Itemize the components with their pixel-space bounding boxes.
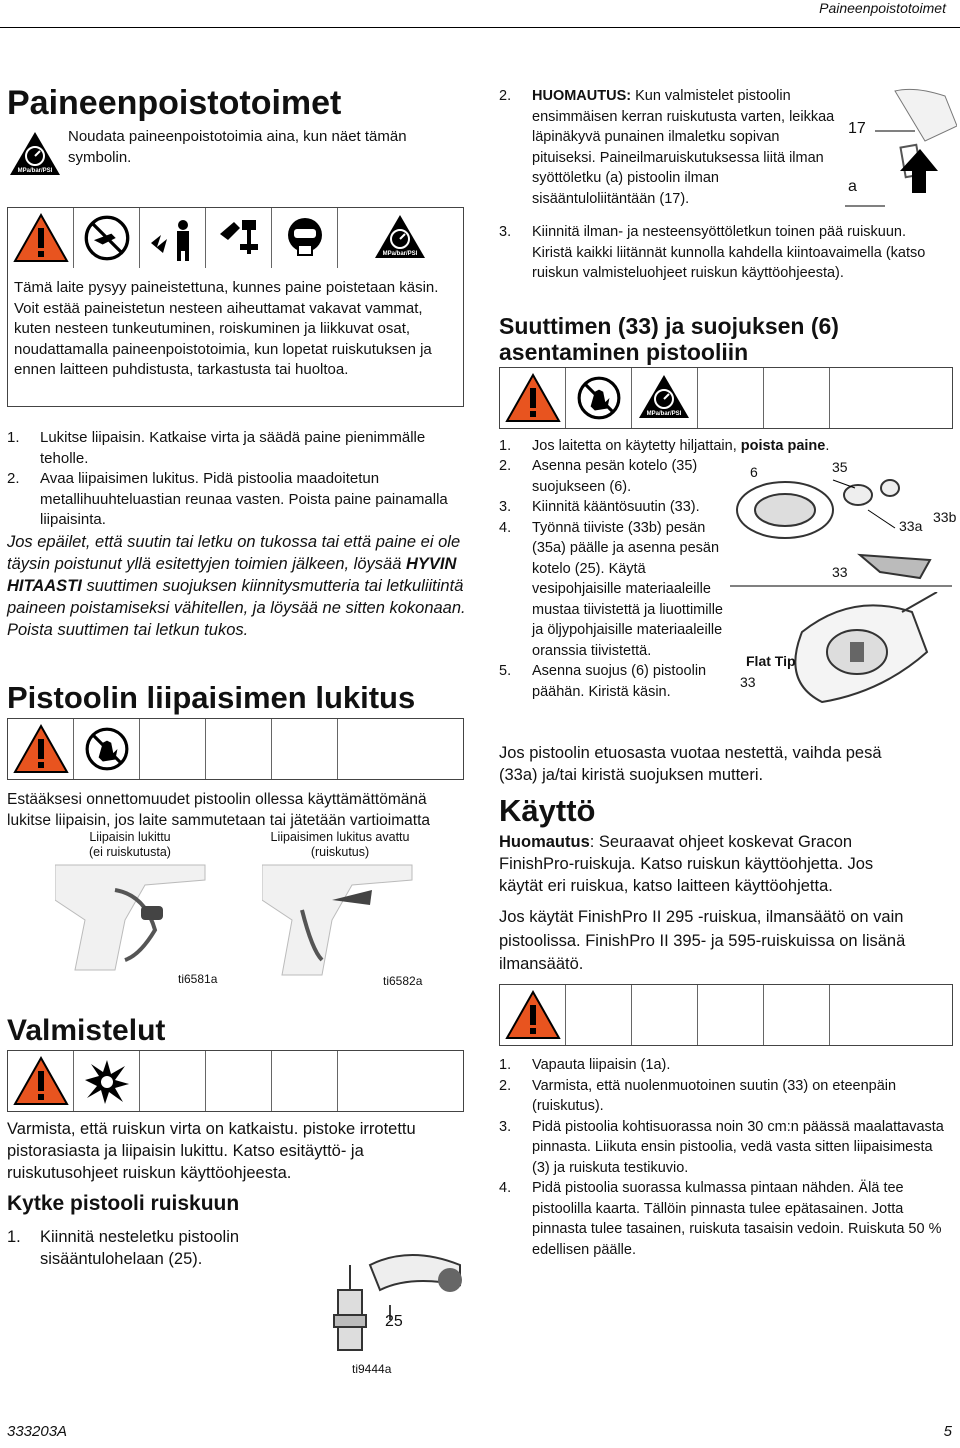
operation-title: Käyttö bbox=[499, 793, 596, 828]
list-item: 1. Lukitse liipaisin. Katkaise virta ja säädä paine pienimmälle teholle. bbox=[7, 429, 426, 467]
warning-icon-row bbox=[8, 208, 463, 268]
trigger-lock-title: Pistoolin liipaisimen lukitus bbox=[7, 680, 416, 715]
moving-parts-icon bbox=[206, 208, 272, 268]
label-33-flat: 33 bbox=[740, 674, 756, 690]
list-item: 1. Vapauta liipaisin (1a). bbox=[499, 1057, 671, 1073]
finishpro-note: Jos käytät FinishPro II 295 -ruiskua, ilmansäätö on vain pistoolissa. FinishPro II 395- ja 595-ruiskuissa on lisänä ilmansäätö. bbox=[499, 908, 906, 973]
clog-note: Jos epäilet, että suutin tai letku on tukossa tai että paine ei ole täysin poistunut yllä esitettyjen toimien jälkeen, löysää HYVIN HITAASTI suuttimen suojuksen kiinnitysmutteria tai letkuliitintä paineen poistamiseksi vähitellen, ja löysää ne sitten kokonaan. Poista suuttimen tai letkun tukos. bbox=[7, 533, 466, 639]
tip-guard-step-1 bbox=[499, 436, 919, 457]
trigger-lock-text: Estääksesi onnettomuudet pistoolin ollessa käyttämättömänä lukitse liipaisin, jos laite sammutetaan tai jätetään vartioimatta bbox=[7, 791, 431, 829]
list-item: 1. Jos laitetta on käytetty hiljattain, poista paine. bbox=[499, 438, 830, 454]
fig-code-locked: ti6581a bbox=[178, 972, 218, 986]
list-item: 2. Varmista, että nuolenmuotoinen suutin (33) on eteenpäin (ruiskutus). bbox=[499, 1077, 897, 1114]
page-number: 5 bbox=[943, 1423, 952, 1440]
empty-cell bbox=[338, 1051, 463, 1111]
running-header: Paineenpoistotoimet bbox=[819, 0, 946, 16]
no-spray-injection-icon bbox=[74, 208, 140, 268]
list-item: 3. Kiinnitä kääntösuutin (33). bbox=[499, 499, 700, 515]
label-6: 6 bbox=[750, 464, 758, 480]
leak-note: Jos pistoolin etuosasta vuotaa nestettä, vaihda pesä (33a) ja/tai kiristä suojuksen mutteri. bbox=[499, 744, 882, 784]
pressure-relief-symbol-icon bbox=[9, 130, 63, 185]
pressure-relief-intro: Noudata paineenpoistotoimia aina, kun näet tämän symbolin. bbox=[68, 128, 407, 166]
protective-equipment-icon bbox=[272, 208, 338, 268]
label-17: 17 bbox=[848, 120, 866, 137]
empty-cell bbox=[632, 985, 698, 1045]
list-item: 2. HUOMAUTUS: Kun valmistelet pistoolin ensimmäisen kerran ruiskutusta varten, leikkaa läpinäkyvä punainen ilmaletku sopivan pituiseksi. Paineilmaruiskutuksessa liitä ilman syöttöletku (a) pistoolin ilman sisääntuloliitäntään (17). bbox=[499, 88, 835, 207]
pressure-relief-steps bbox=[7, 428, 467, 531]
empty-cell bbox=[272, 719, 338, 779]
preparation-title: Valmistelut bbox=[7, 1014, 166, 1047]
warning-triangle-icon bbox=[500, 985, 566, 1045]
doc-number: 333203A bbox=[7, 1423, 68, 1440]
warning-triangle-icon bbox=[500, 368, 566, 428]
list-item: 4. Pidä pistoolia suorassa kulmassa pintaan nähden. Älä tee pistoolilla kaarta. Tällöin pinnasta tulee epätasainen. Jotta pinnasta tulee tasainen, ruiskuta tasaisin vedoin. Ruiskuta 50 % edellisen päälle. bbox=[499, 1180, 942, 1258]
air-hose-illustration bbox=[845, 86, 957, 216]
empty-cell bbox=[140, 1051, 206, 1111]
fitting-label-25: 25 bbox=[385, 1313, 403, 1330]
empty-cell bbox=[698, 368, 764, 428]
fig-code-unlocked: ti6582a bbox=[383, 974, 423, 988]
page-title: Paineenpoistotoimet bbox=[7, 84, 342, 122]
label-a: a bbox=[848, 178, 857, 195]
list-item: 3. Pidä pistoolia kohtisuorassa noin 30 cm:n päässä maalattavasta pinnasta. Liikuta ensin pistoolia, vedä vasta sitten liipaisimesta (3) ja ruiskuta testikuvio. bbox=[499, 1118, 944, 1176]
operation-note: Huomautus: Seuraavat ohjeet koskevat Gracon FinishPro-ruiskuja. Katso ruiskun käyttöohjetta. Jos käytät eri ruiskua, katso laitteen käyttöohjetta. bbox=[499, 833, 874, 895]
empty-cell bbox=[272, 1051, 338, 1111]
label-33: 33 bbox=[832, 564, 848, 580]
list-item: 2. Asenna pesän kotelo (35) suojukseen (6). bbox=[499, 458, 698, 495]
empty-cell bbox=[206, 719, 272, 779]
empty-cell bbox=[830, 368, 952, 428]
operation-steps bbox=[499, 1055, 954, 1260]
pressure-warning-text: Tämä laite pysyy paineistettuna, kunnes paine poistetaan käsin. Voit estää paineistetun nesteen aiheuttamat vakavat vammat, kuten nesteen tunkeutuminen, roiskuminen ja liikkuvat osat, noudattamalla paineenpoistotoimia, kun lopetat ruiskutuksen ja ennen laitteen puhdistusta, tarkastusta tai huoltoa. bbox=[14, 279, 439, 378]
empty-cell bbox=[764, 368, 830, 428]
label-33a: 33a bbox=[899, 518, 923, 534]
tip-guard-steps bbox=[499, 456, 729, 702]
splash-hazard-icon bbox=[140, 208, 206, 268]
operation-warning-row bbox=[499, 984, 953, 1046]
empty-cell bbox=[764, 985, 830, 1045]
list-item: 2. Avaa liipaisimen lukitus. Pidä pistoolia maadoitetun metallihuuhteluastian reunaa vasten. Poista paine painamalla liipaisinta. bbox=[7, 470, 448, 528]
empty-cell bbox=[830, 985, 952, 1045]
right-steps-top-2 bbox=[499, 86, 844, 209]
trigger-locked-illustration bbox=[55, 860, 215, 980]
trigger-unlocked-illustration bbox=[262, 860, 422, 985]
no-touch-icon bbox=[566, 368, 632, 428]
empty-cell bbox=[338, 719, 463, 779]
connect-gun-steps bbox=[7, 1226, 267, 1270]
explosion-icon bbox=[74, 1051, 140, 1111]
right-steps-top-3 bbox=[499, 222, 949, 284]
label-33b: 33b bbox=[933, 509, 957, 525]
preparation-warning-row bbox=[7, 1050, 464, 1112]
no-touch-gun-icon bbox=[74, 719, 140, 779]
locked-caption: Liipaisin lukittu (ei ruiskutusta) bbox=[89, 830, 171, 859]
trigger-lock-warning-row bbox=[7, 718, 464, 780]
list-item: 4. Työnnä tiiviste (33b) pesän (35a) päälle ja asenna pesän kotelo (25). Käytä vesipohjaisille materiaaleille mustaa tiivistettä ja liuottimille ja öljypohjaisille materiaaleille oranssia tiivistettä. bbox=[499, 519, 723, 659]
warning-triangle-icon bbox=[8, 208, 74, 268]
connect-gun-subtitle: Kytke pistooli ruiskuun bbox=[7, 1192, 240, 1215]
list-item: 3. Kiinnitä ilman- ja nesteensyöttöletkun toinen pää ruiskuun. Kiristä kaikki liitännät kunnolla kahdella kiintoavaimella (katso ruiskun valmisteluohjeet ruiskun käyttöohjeesta). bbox=[499, 224, 926, 281]
fig-code-hose: ti9444a bbox=[352, 1362, 392, 1376]
empty-cell bbox=[566, 985, 632, 1045]
pressure-warning-box bbox=[7, 207, 464, 407]
warning-triangle-icon bbox=[8, 719, 74, 779]
empty-cell bbox=[206, 1051, 272, 1111]
unlocked-caption: Liipaisimen lukitus avattu (ruiskutus) bbox=[270, 830, 410, 859]
pressure-relief-triangle-icon bbox=[338, 208, 463, 268]
header-rule bbox=[0, 27, 960, 28]
empty-cell bbox=[140, 719, 206, 779]
list-item: 1. Kiinnitä nesteletku pistoolin sisääntulohelaan (25). bbox=[7, 1228, 240, 1268]
label-35: 35 bbox=[832, 459, 848, 475]
warning-triangle-icon bbox=[8, 1051, 74, 1111]
tip-guard-title: Suuttimen (33) ja suojuksen (6) asentaminen pistooliin bbox=[499, 313, 839, 366]
pressure-relief-triangle-icon bbox=[632, 368, 698, 428]
tip-guard-warning-row bbox=[499, 367, 953, 429]
list-item: 5. Asenna suojus (6) pistoolin päähän. Kiristä käsin. bbox=[499, 663, 707, 700]
flat-tip-label: Flat Tip bbox=[746, 653, 796, 669]
empty-cell bbox=[698, 985, 764, 1045]
preparation-text: Varmista, että ruiskun virta on katkaistu. pistoke irrotettu pistorasiasta ja liipaisin lukittu. Katso esitäyttö- ja ruiskutusohjeet ruiskun käyttöohjeesta. bbox=[7, 1120, 416, 1182]
